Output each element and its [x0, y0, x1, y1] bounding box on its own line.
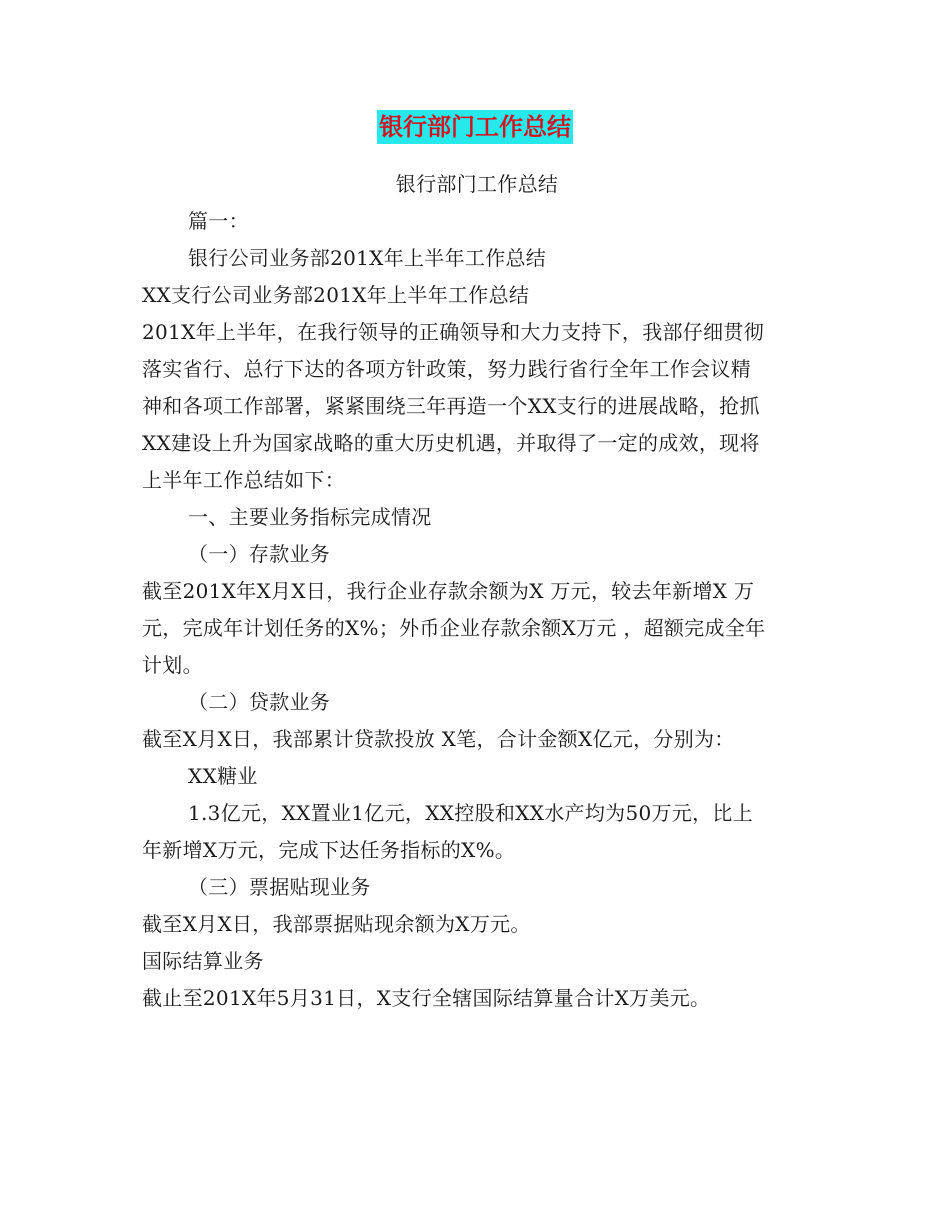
intl-paragraph-line: 截止至201X年5月31日，X支行全辖国际结算量合计X万美元。: [142, 986, 711, 1010]
intro-paragraph-line: 落实省行、总行下达的各项方针政策，努力践行省行全年工作会议精: [142, 357, 751, 381]
deposit-paragraph-line: 截至201X年X月X日，我行企业存款余额为X 万元，较去年新增X 万: [142, 579, 755, 603]
part-label: 篇一：: [188, 209, 249, 233]
intro-paragraph-line: 神和各项工作部署，紧紧围绕三年再造一个XX支行的进展战略，抢抓: [142, 394, 760, 418]
subsection-heading: （一）存款业务: [188, 542, 331, 566]
loan-paragraph-line: XX糖业: [188, 764, 258, 788]
report-title: 银行公司业务部201X年上半年工作总结: [188, 246, 547, 270]
loan-paragraph-line: 截至X月X日，我部累计贷款投放 X笔，合计金额X亿元，分别为：: [142, 727, 735, 751]
intro-paragraph-line: 201X年上半年，在我行领导的正确领导和大力支持下，我部仔细贯彻: [142, 320, 765, 344]
report-subtitle: XX支行公司业务部201X年上半年工作总结: [142, 283, 530, 307]
section-heading: 一、主要业务指标完成情况: [188, 505, 432, 529]
subsection-heading: （三）票据贴现业务: [188, 875, 371, 899]
title-block: [0, 110, 950, 144]
subsection-heading: （二）贷款业务: [188, 690, 331, 714]
deposit-paragraph-line: 元，完成年计划任务的X%；外币企业存款余额X万元 ，超额完成全年: [142, 616, 766, 640]
bill-paragraph-line: 截至X月X日，我部票据贴现余额为X万元。: [142, 912, 531, 936]
loan-paragraph-line: 年新增X万元，完成下达任务指标的X%。: [142, 838, 516, 862]
loan-paragraph-line: 1.3亿元，XX置业1亿元，XX控股和XX水产均为50万元，比上: [188, 801, 754, 825]
section-heading: 国际结算业务: [142, 949, 264, 973]
subtitle: 银行部门工作总结: [395, 172, 559, 196]
intro-paragraph-line: XX建设上升为国家战略的重大历史机遇，并取得了一定的成效，现将: [142, 431, 760, 455]
document-title: 银行部门工作总结: [377, 110, 573, 144]
intro-paragraph-line: 上半年工作总结如下：: [142, 468, 345, 492]
deposit-paragraph-line: 计划。: [142, 653, 203, 677]
document-body: [142, 166, 812, 1017]
